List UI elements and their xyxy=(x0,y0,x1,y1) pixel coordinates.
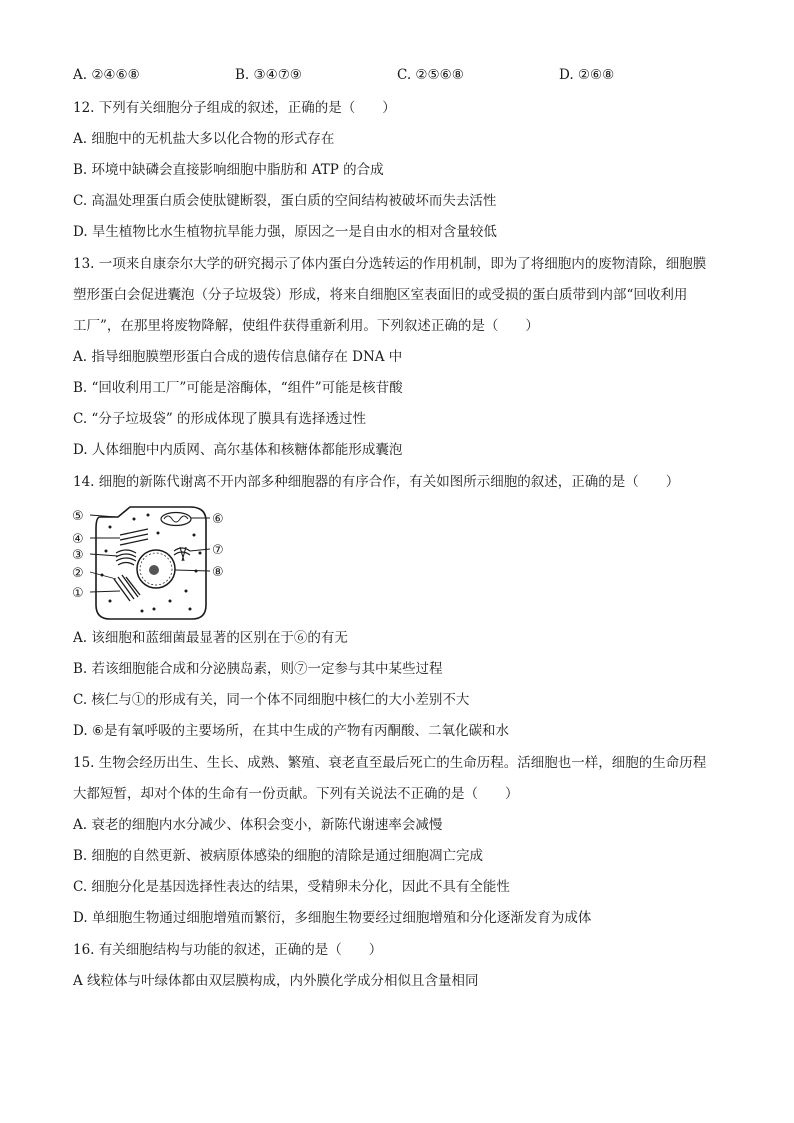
q13-stem-line-2: 塑形蛋白会促进囊泡（分子垃圾袋）形成，将来自细胞区室表面旧的或受损的蛋白质带到内部“回收利用 xyxy=(73,287,688,303)
q13-stem-line-3: 工厂”，在那里将废物降解，使组件获得重新利用。下列叙述正确的是（ ） xyxy=(73,318,539,334)
q14-option-d[interactable]: D. ⑥是有氧呼吸的主要场所，在其中生成的产物有丙酮酸、二氧化碳和水 xyxy=(73,723,510,739)
q14-option-a[interactable]: A. 该细胞和蓝细菌最显著的区别在于⑥的有无 xyxy=(73,630,348,646)
ribosome-dots xyxy=(101,514,202,613)
label-6: ⑥ xyxy=(212,512,224,527)
q11-option-d[interactable]: D. ②⑥⑧ xyxy=(559,67,615,83)
q16-option-a[interactable]: A 线粒体与叶绿体都由双层膜构成，内外膜化学成分相似且含量相同 xyxy=(73,973,479,989)
q12-option-c[interactable]: C. 高温处理蛋白质会使肽键断裂，蛋白质的空间结构被破坏而失去活性 xyxy=(73,193,497,209)
q15-option-d[interactable]: D. 单细胞生物通过细胞增殖而繁衍，多细胞生物要经过细胞增殖和分化逐渐发育为成体 xyxy=(73,910,592,926)
q15-option-a[interactable]: A. 衰老的细胞内水分减少、体积会变小，新陈代谢速率会减慢 xyxy=(73,817,443,833)
label-3: ③ xyxy=(72,548,84,563)
q13-stem-line-1: 13. 一项来自康奈尔大学的研究揭示了体内蛋白分选转运的作用机制，即为了将细胞内的废物清除，细胞膜 xyxy=(73,256,707,272)
q14-stem: 14. 细胞的新陈代谢离不开内部多种细胞器的有序合作，有关如图所示细胞的叙述，正确的是（ ） xyxy=(73,474,680,490)
q13-option-d[interactable]: D. 人体细胞中内质网、高尔基体和核糖体都能形成囊泡 xyxy=(73,442,403,458)
q12-option-b[interactable]: B. 环境中缺磷会直接影响细胞中脂肪和 ATP 的合成 xyxy=(73,162,384,178)
label-7: ⑦ xyxy=(212,543,224,558)
q11-option-c[interactable]: C. ②⑤⑥⑧ xyxy=(397,67,464,83)
q15-option-c[interactable]: C. 细胞分化是基因选择性表达的结果，受精卵未分化，因此不具有全能性 xyxy=(73,879,510,895)
label-1: ① xyxy=(72,586,84,601)
q14-option-c[interactable]: C. 核仁与①的形成有关，同一个体不同细胞中核仁的大小差别不大 xyxy=(73,692,470,708)
mitochondrion xyxy=(161,513,191,526)
label-2: ② xyxy=(72,566,84,581)
q14-option-b[interactable]: B. 若该细胞能合成和分泌胰岛素，则⑦一定参与其中某些过程 xyxy=(73,661,443,677)
q16-stem: 16. 有关细胞结构与功能的叙述，正确的是（ ） xyxy=(73,942,383,958)
label-8: ⑧ xyxy=(212,565,224,580)
q15-stem-line-1: 15. 生物会经历出生、生长、成熟、繁殖、衰老直至最后死亡的生命历程。活细胞也一样，细胞的生命历程 xyxy=(73,755,707,771)
q15-option-b[interactable]: B. 细胞的自然更新、被病原体感染的细胞的清除是通过细胞凋亡完成 xyxy=(73,848,484,864)
q15-stem-line-2: 大都短暂，却对个体的生命有一份贡献。下列有关说法不正确的是（ ） xyxy=(73,786,519,802)
q11-option-b[interactable]: B. ③④⑦⑨ xyxy=(235,67,302,83)
nucleolus xyxy=(149,565,159,575)
cell-membrane xyxy=(96,507,206,619)
label-4: ④ xyxy=(72,532,84,547)
q13-option-b[interactable]: B. “回收利用工厂”可能是溶酶体，“组件”可能是核苷酸 xyxy=(73,380,403,396)
rough-er-lower xyxy=(114,575,140,601)
centrosome xyxy=(174,547,190,561)
q11-option-a[interactable]: A. ②④⑥⑧ xyxy=(73,67,140,83)
golgi-apparatus xyxy=(116,550,136,565)
q13-option-c[interactable]: C. “分子垃圾袋” 的形成体现了膜具有选择透过性 xyxy=(73,411,367,427)
endoplasmic-reticulum xyxy=(120,529,148,545)
q12-option-d[interactable]: D. 旱生植物比水生植物抗旱能力强，原因之一是自由水的相对含量较低 xyxy=(73,224,497,240)
q12-option-a[interactable]: A. 细胞中的无机盐大多以化合物的形式存在 xyxy=(73,131,335,147)
q11-options xyxy=(73,66,733,84)
q12-stem: 12. 下列有关细胞分子组成的叙述，正确的是（ ） xyxy=(73,100,396,116)
animal-cell-diagram xyxy=(70,505,240,623)
q13-option-a[interactable]: A. 指导细胞膜塑形蛋白合成的遗传信息储存在 DNA 中 xyxy=(73,349,403,365)
label-5: ⑤ xyxy=(72,509,84,524)
